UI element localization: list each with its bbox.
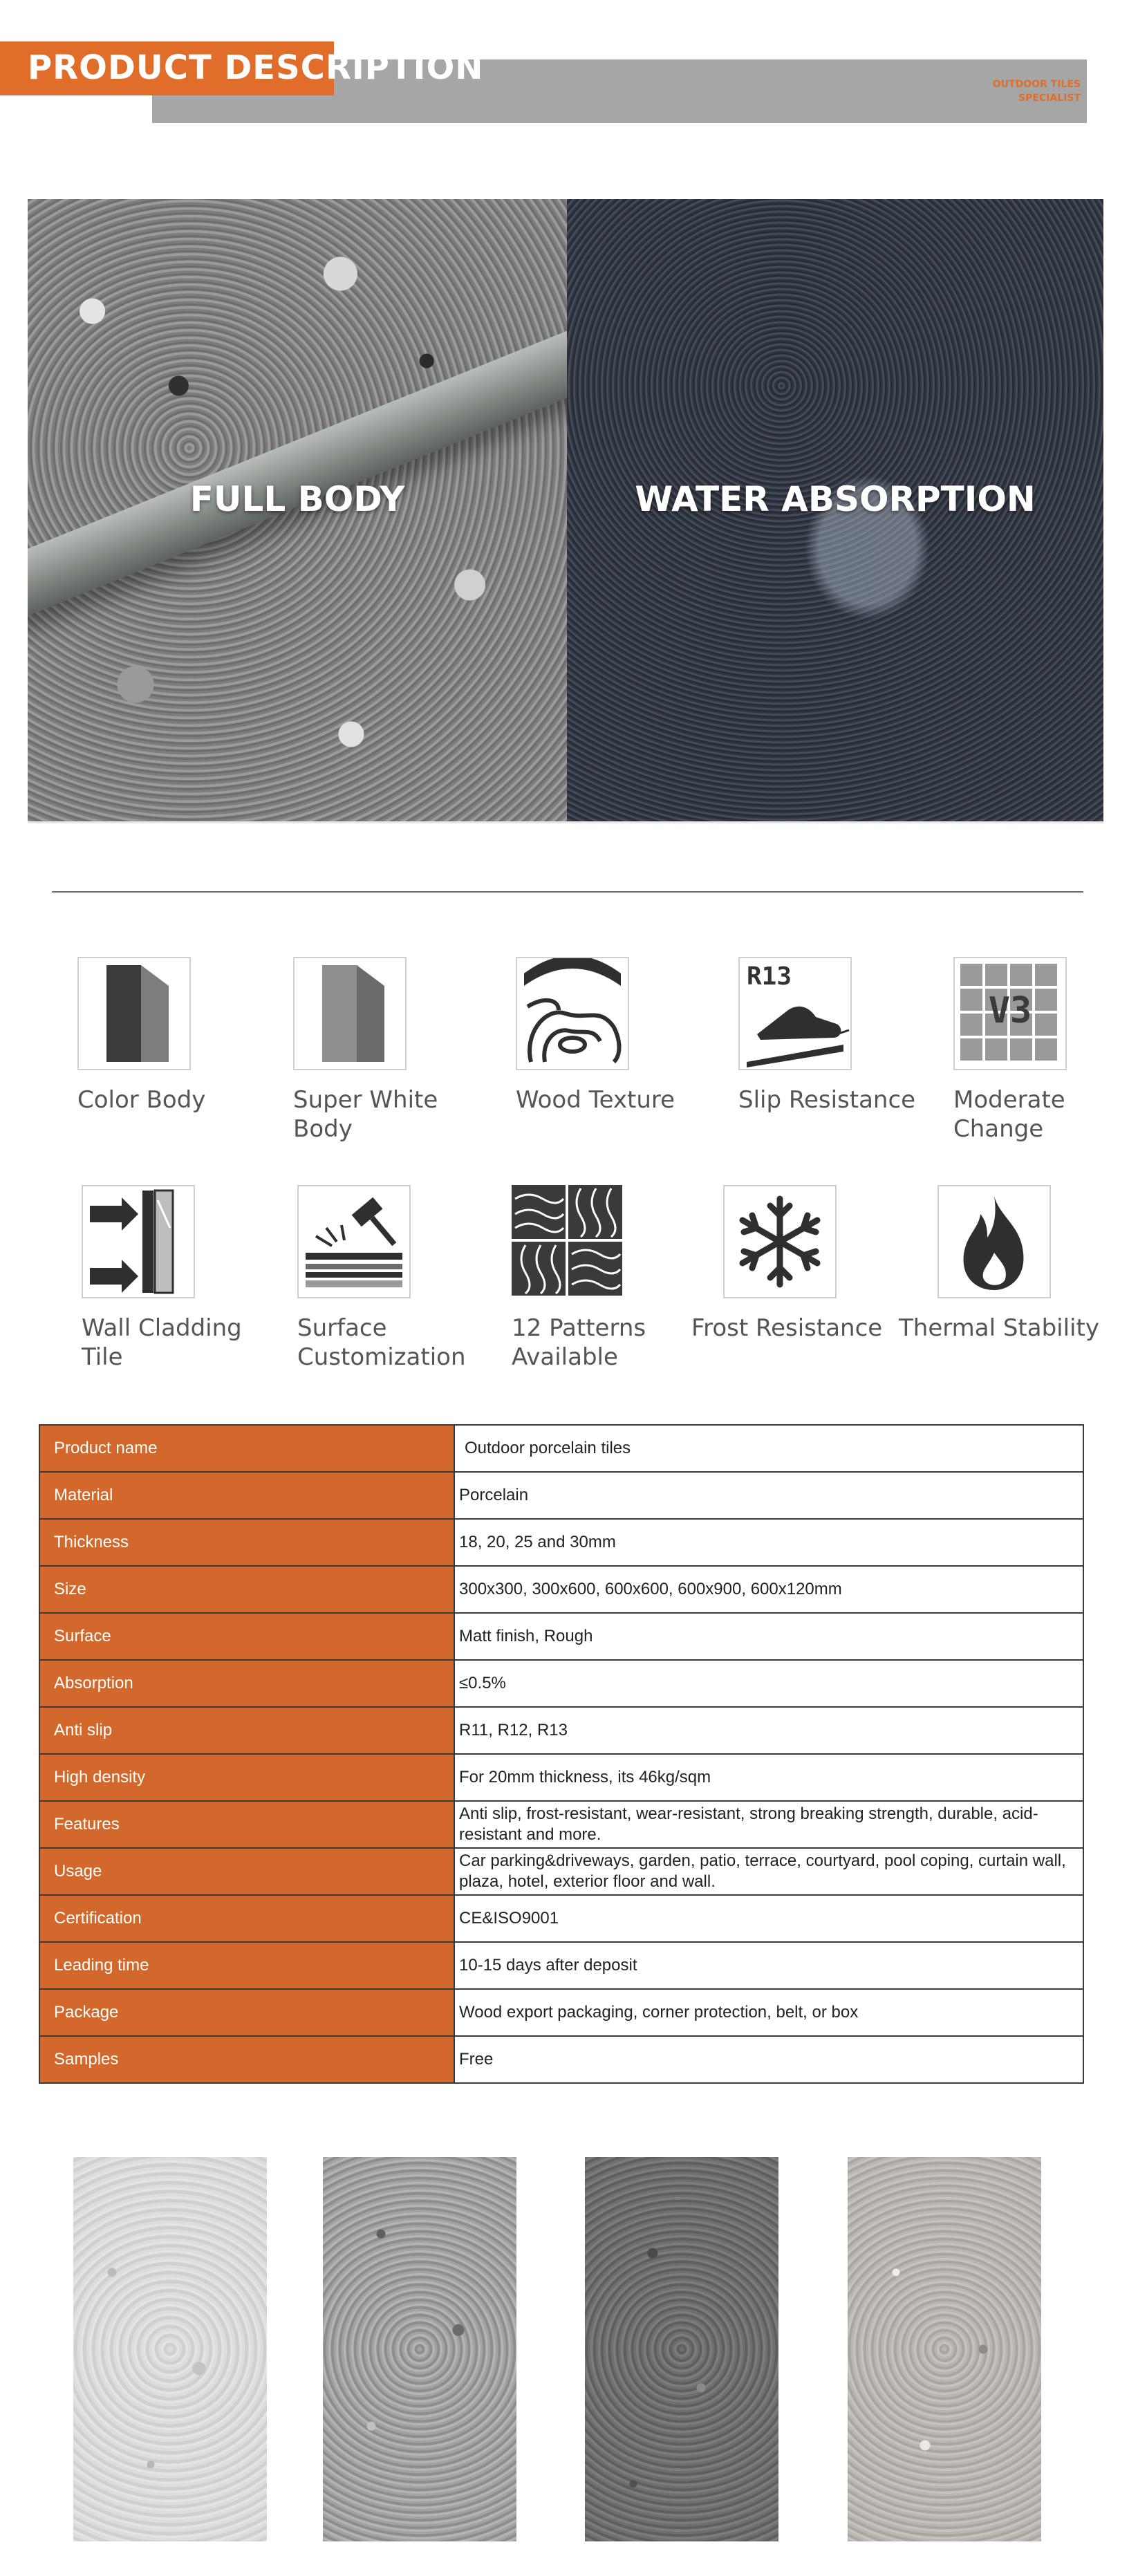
patterns-icon xyxy=(512,1185,625,1298)
feature-frost-resistance xyxy=(691,1185,906,1343)
table-row xyxy=(39,1754,1083,1801)
water-absorption-photo xyxy=(567,199,1103,823)
tile-sample-mid-gray xyxy=(323,2157,516,2541)
feature-label: Surface Customization xyxy=(297,1314,466,1371)
tagline-line-1: OUTDOOR TILES xyxy=(992,79,1081,90)
feature-label: Frost Resistance xyxy=(691,1314,883,1342)
feature-label: Wood Texture xyxy=(516,1086,675,1114)
surface-customization-icon xyxy=(297,1185,411,1298)
spec-key: Samples xyxy=(39,2036,454,2083)
spec-key: Product name xyxy=(39,1425,454,1472)
spec-value: CE&ISO9001 xyxy=(454,1895,1083,1942)
spec-value: Anti slip, frost-resistant, wear-resistant, strong breaking strength, durable, acid-resistant and more. xyxy=(454,1801,1083,1848)
moderate-change-icon xyxy=(953,957,1067,1070)
feature-label: Super White Body xyxy=(293,1086,438,1143)
spec-value: Matt finish, Rough xyxy=(454,1613,1083,1660)
spec-value: Outdoor porcelain tiles xyxy=(454,1425,1083,1472)
r13-badge: R13 xyxy=(747,962,792,991)
table-row xyxy=(39,1566,1083,1613)
spec-value: For 20mm thickness, its 46kg/sqm xyxy=(454,1754,1083,1801)
spec-key: Absorption xyxy=(39,1660,454,1707)
table-row xyxy=(39,1801,1083,1848)
feature-label: Color Body xyxy=(77,1086,206,1114)
table-row xyxy=(39,1519,1083,1566)
feature-label: Moderate Change xyxy=(953,1086,1065,1143)
spec-value: R11, R12, R13 xyxy=(454,1707,1083,1754)
table-row xyxy=(39,1425,1083,1472)
spec-key: Anti slip xyxy=(39,1707,454,1754)
spec-key: Certification xyxy=(39,1895,454,1942)
spec-table xyxy=(39,1424,1084,2084)
spec-value: ≤0.5% xyxy=(454,1660,1083,1707)
feature-label: 12 Patterns Available xyxy=(512,1314,646,1371)
feature-super-white-body xyxy=(293,957,507,1144)
slip-resistance-icon xyxy=(738,957,852,1070)
page-title: PRODUCT DESCRIPTION xyxy=(28,48,484,87)
spec-key: Usage xyxy=(39,1848,454,1895)
spec-key: Size xyxy=(39,1566,454,1613)
table-row xyxy=(39,1942,1083,1989)
spec-value: 300x300, 300x600, 600x600, 600x900, 600x120mm xyxy=(454,1566,1083,1613)
feature-moderate-change xyxy=(953,957,1129,1144)
full-body-label: FULL BODY xyxy=(189,479,405,519)
snowflake-icon xyxy=(723,1185,837,1298)
table-row xyxy=(39,1989,1083,2036)
table-row xyxy=(39,1895,1083,1942)
feature-color-body xyxy=(77,957,292,1114)
spec-key: Thickness xyxy=(39,1519,454,1566)
spec-value: 10-15 days after deposit xyxy=(454,1942,1083,1989)
feature-slip-resistance xyxy=(738,957,953,1114)
spec-value: Porcelain xyxy=(454,1472,1083,1519)
table-row xyxy=(39,1472,1083,1519)
water-absorption-label: WATER ABSORPTION xyxy=(635,479,1036,519)
spec-key: High density xyxy=(39,1754,454,1801)
spec-key: Features xyxy=(39,1801,454,1848)
table-row xyxy=(39,1660,1083,1707)
spec-value: 18, 20, 25 and 30mm xyxy=(454,1519,1083,1566)
super-white-body-icon xyxy=(293,957,407,1070)
spec-key: Surface xyxy=(39,1613,454,1660)
full-body-photo xyxy=(28,199,567,823)
section-divider xyxy=(52,891,1083,893)
spec-key: Package xyxy=(39,1989,454,2036)
feature-12-patterns xyxy=(512,1185,726,1372)
feature-wood-texture xyxy=(516,957,730,1114)
table-row xyxy=(39,1707,1083,1754)
tile-sample-dark-gray xyxy=(585,2157,778,2541)
tile-sample-light-gray xyxy=(73,2157,267,2541)
feature-label: Thermal Stability xyxy=(899,1314,1099,1342)
flame-icon xyxy=(937,1185,1051,1298)
wall-cladding-icon xyxy=(82,1185,195,1298)
feature-thermal-stability xyxy=(899,1185,1113,1343)
feature-label: Wall Cladding Tile xyxy=(82,1314,242,1371)
table-row xyxy=(39,1613,1083,1660)
feature-wall-cladding xyxy=(82,1185,296,1372)
tile-sample-beige-gray xyxy=(848,2157,1041,2541)
color-body-icon xyxy=(77,957,191,1070)
feature-label: Slip Resistance xyxy=(738,1086,916,1114)
spec-key: Material xyxy=(39,1472,454,1519)
v3-badge: V3 xyxy=(988,990,1032,1032)
header-tagline xyxy=(993,77,1081,105)
spec-value: Wood export packaging, corner protection, belt, or box xyxy=(454,1989,1083,2036)
spec-key: Leading time xyxy=(39,1942,454,1989)
wood-texture-icon xyxy=(516,957,629,1070)
tagline-line-2: SPECIALIST xyxy=(1018,93,1081,104)
feature-surface-customization xyxy=(297,1185,512,1372)
spec-value: Car parking&driveways, garden, patio, terrace, courtyard, pool coping, curtain wall, plaza, hotel, exterior floor and wall. xyxy=(454,1848,1083,1895)
table-row xyxy=(39,1848,1083,1895)
table-row xyxy=(39,2036,1083,2083)
spec-value: Free xyxy=(454,2036,1083,2083)
